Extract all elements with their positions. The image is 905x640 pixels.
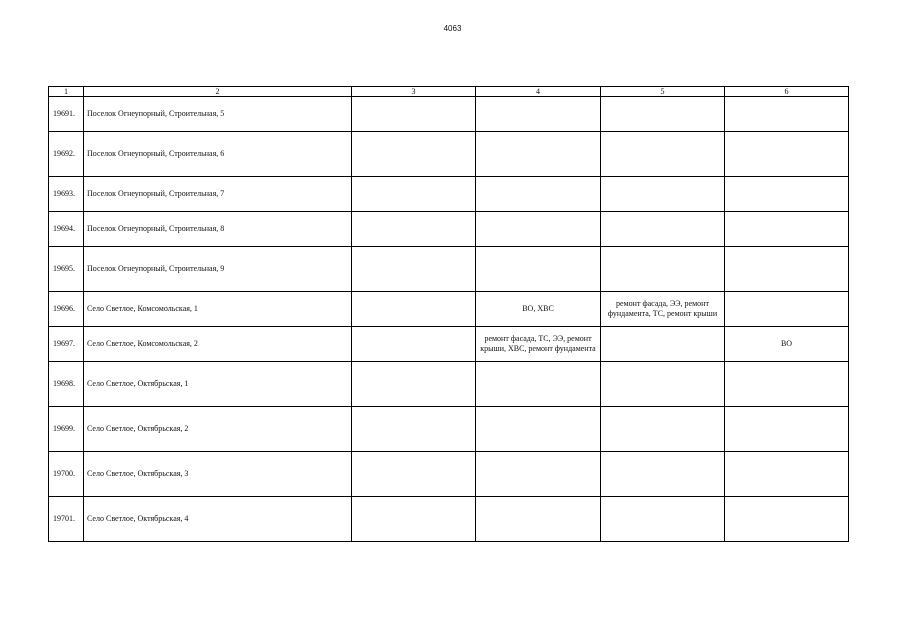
cell-col6 [725,407,849,452]
row-number: 19696. [49,292,84,327]
address-cell: Поселок Огнеупорный, Строительная, 9 [84,247,352,292]
row-number: 19692. [49,132,84,177]
cell-col3 [352,407,476,452]
cell-col3 [352,327,476,362]
row-number: 19693. [49,177,84,212]
cell-col6 [725,132,849,177]
table-row [49,132,849,177]
address-cell: Поселок Огнеупорный, Строительная, 5 [84,97,352,132]
address-cell: Село Светлое, Октябрьская, 3 [84,452,352,497]
cell-col4: ремонт фасада, ТС, ЭЭ, ремонт крыши, ХВС, ремонт фундамента [476,327,601,362]
cell-col5 [601,407,725,452]
cell-col4 [476,177,601,212]
cell-col4 [476,407,601,452]
cell-col6 [725,497,849,542]
cell-col5 [601,212,725,247]
register-table [48,86,849,542]
row-number: 19701. [49,497,84,542]
cell-col4 [476,212,601,247]
table-row [49,97,849,132]
cell-col3 [352,97,476,132]
row-number: 19691. [49,97,84,132]
column-header-3: 3 [352,87,476,97]
cell-col6 [725,212,849,247]
address-cell: Село Светлое, Октябрьская, 1 [84,362,352,407]
row-number: 19695. [49,247,84,292]
table-row [49,327,849,362]
cell-col3 [352,497,476,542]
address-cell: Село Светлое, Октябрьская, 4 [84,497,352,542]
cell-col3 [352,132,476,177]
cell-col3 [352,212,476,247]
cell-col4 [476,97,601,132]
cell-col3 [352,247,476,292]
cell-col3 [352,177,476,212]
table-row [49,497,849,542]
row-number: 19694. [49,212,84,247]
address-cell: Село Светлое, Октябрьская, 2 [84,407,352,452]
cell-col5 [601,362,725,407]
address-cell: Поселок Огнеупорный, Строительная, 8 [84,212,352,247]
cell-col6 [725,452,849,497]
cell-col5 [601,97,725,132]
cell-col4 [476,497,601,542]
row-number: 19699. [49,407,84,452]
cell-col5: ремонт фасада, ЭЭ, ремонт фундамента, ТС, ремонт крыши [601,292,725,327]
cell-col6 [725,292,849,327]
cell-col4 [476,452,601,497]
cell-col6 [725,97,849,132]
cell-col6: ВО [725,327,849,362]
row-number: 19698. [49,362,84,407]
row-number: 19700. [49,452,84,497]
column-header-2: 2 [84,87,352,97]
table-row [49,247,849,292]
cell-col5 [601,497,725,542]
cell-col6 [725,177,849,212]
cell-col5 [601,247,725,292]
table-row [49,452,849,497]
column-header-5: 5 [601,87,725,97]
cell-col4 [476,132,601,177]
cell-col4: ВО, ХВС [476,292,601,327]
table-row [49,362,849,407]
page-number: 4063 [443,24,462,33]
row-number: 19697. [49,327,84,362]
address-cell: Село Светлое, Комсомольская, 2 [84,327,352,362]
table-row [49,177,849,212]
cell-col5 [601,132,725,177]
cell-col3 [352,362,476,407]
column-header-4: 4 [476,87,601,97]
table-row [49,292,849,327]
cell-col4 [476,362,601,407]
cell-col5 [601,452,725,497]
address-cell: Село Светлое, Комсомольская, 1 [84,292,352,327]
cell-col5 [601,177,725,212]
table-row [49,407,849,452]
address-cell: Поселок Огнеупорный, Строительная, 7 [84,177,352,212]
cell-col3 [352,292,476,327]
cell-col4 [476,247,601,292]
column-header-1: 1 [49,87,84,97]
header-row [49,87,849,97]
column-header-6: 6 [725,87,849,97]
address-cell: Поселок Огнеупорный, Строительная, 6 [84,132,352,177]
cell-col6 [725,362,849,407]
cell-col5 [601,327,725,362]
cell-col3 [352,452,476,497]
cell-col6 [725,247,849,292]
table-row [49,212,849,247]
